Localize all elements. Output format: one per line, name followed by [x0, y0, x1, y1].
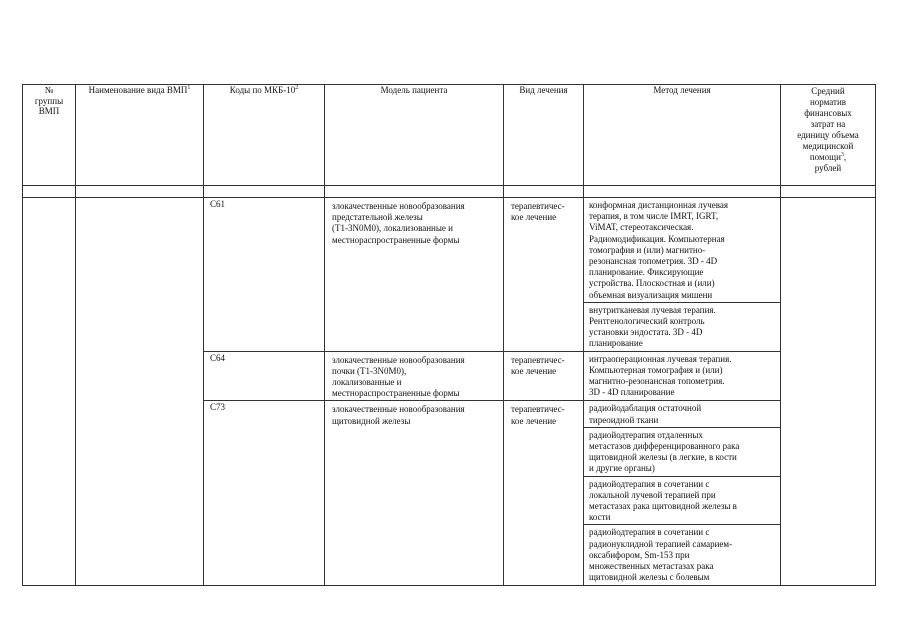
- method-cell: [584, 351, 781, 401]
- model-text: злокачественные новообразования предстательной железы (T1-3N0M0), локализованные и местнораспространенные формы: [332, 201, 465, 245]
- header-group-number-text: № группы ВМП: [34, 85, 64, 116]
- type-text: терапевтичес- кое лечение: [511, 404, 565, 426]
- cost-cell: [781, 198, 876, 586]
- method-cell: [584, 302, 781, 351]
- header-vmp-name-text: Наименование вида ВМП: [88, 85, 188, 95]
- type-cell: [504, 198, 584, 352]
- code-text: C64: [210, 352, 226, 363]
- header-group-number: [23, 85, 76, 186]
- type-cell: [504, 351, 584, 401]
- vmp-table: [22, 84, 876, 586]
- vmp-name-cell: [76, 198, 204, 586]
- footnote-ref-2: 2: [295, 85, 299, 91]
- method-text: радиойодаблация остаточной тиреоидной ткани: [589, 403, 702, 425]
- header-treatment-type: [504, 85, 584, 186]
- model-cell: [325, 351, 504, 401]
- header-treatment-type-text: Вид лечения: [519, 85, 568, 95]
- header-patient-model-text: Модель пациента: [380, 85, 448, 95]
- model-text: злокачественные новообразования почки (T1-3N0M0), локализованные и местнораспространенные формы: [332, 354, 465, 399]
- spacer-cell: [23, 186, 76, 198]
- header-vmp-name: [76, 85, 204, 186]
- code-cell: [204, 351, 325, 401]
- model-cell: [325, 401, 504, 585]
- spacer-cell: [781, 186, 876, 198]
- method-cell: [584, 198, 781, 303]
- header-treatment-method-text: Метод лечения: [653, 85, 711, 95]
- header-average-cost-unit: , рублей: [814, 152, 847, 173]
- method-text: конформная дистанционная лучевая терапия, в том числе IMRT, IGRT, ViMAT, стереотаксическая. Радиомодификация. Компьютерная томография и (или) магнитно- резонансная топометрия. 3D - 4D планирование. Фиксирующие устройства. Плоскостная и (или) объемная визуализация мишени: [589, 200, 728, 300]
- header-average-cost: [781, 85, 876, 186]
- header-treatment-method: [584, 85, 781, 186]
- table-row: [23, 198, 876, 303]
- header-mkb-codes-text: Коды по МКБ-10: [229, 85, 296, 95]
- type-cell: [504, 401, 584, 585]
- footnote-ref-3: 3: [840, 152, 844, 158]
- table-header-row: [23, 85, 876, 186]
- method-cell: [584, 476, 781, 525]
- method-cell: [584, 427, 781, 476]
- header-average-cost-text: Средний норматив финансовых затрат на единицу объема медицинской помощи: [797, 86, 859, 162]
- code-text: C61: [210, 199, 226, 209]
- spacer-row: [23, 186, 876, 198]
- header-mkb-codes: [204, 85, 325, 186]
- model-text: злокачественные новообразования щитовидной железы: [332, 404, 465, 426]
- method-cell: [584, 401, 781, 427]
- spacer-cell: [204, 186, 325, 198]
- code-text: C73: [210, 402, 226, 413]
- spacer-cell: [325, 186, 504, 198]
- spacer-cell: [76, 186, 204, 198]
- model-cell: [325, 198, 504, 352]
- type-text: терапевтичес- кое лечение: [511, 201, 565, 223]
- header-patient-model: [325, 85, 504, 186]
- method-text: радиойодтерапия отдаленных метастазов дифференцированного рака щитовидной железы (в легкие, в кости и другие органы): [589, 429, 740, 474]
- method-text: радиойодтерапия в сочетании с локальной лучевой терапией при метастазах рака щитовидной железы в кости: [589, 478, 737, 523]
- method-text: внутритканевая лучевая терапия. Рентгенологический контроль установки эндостата. 3D - 4D планирование: [589, 304, 716, 349]
- spacer-cell: [504, 186, 584, 198]
- footnote-ref-1: 1: [187, 85, 191, 91]
- code-cell: [204, 198, 325, 352]
- method-cell: [584, 525, 781, 585]
- method-text: интраоперационная лучевая терапия. Компьютерная томография и (или) магнитно-резонансная топометрия. 3D - 4D планирование: [589, 353, 732, 398]
- method-text: радиойодтерапия в сочетании с радионуклидной терапией самарием- оксабифором, Sm-153 при множественных метастазах рака щитовидной железы с болевым: [589, 527, 733, 583]
- type-text: терапевтичес- кое лечение: [511, 354, 565, 376]
- group-number-cell: [23, 198, 76, 586]
- spacer-cell: [584, 186, 781, 198]
- code-cell: [204, 401, 325, 585]
